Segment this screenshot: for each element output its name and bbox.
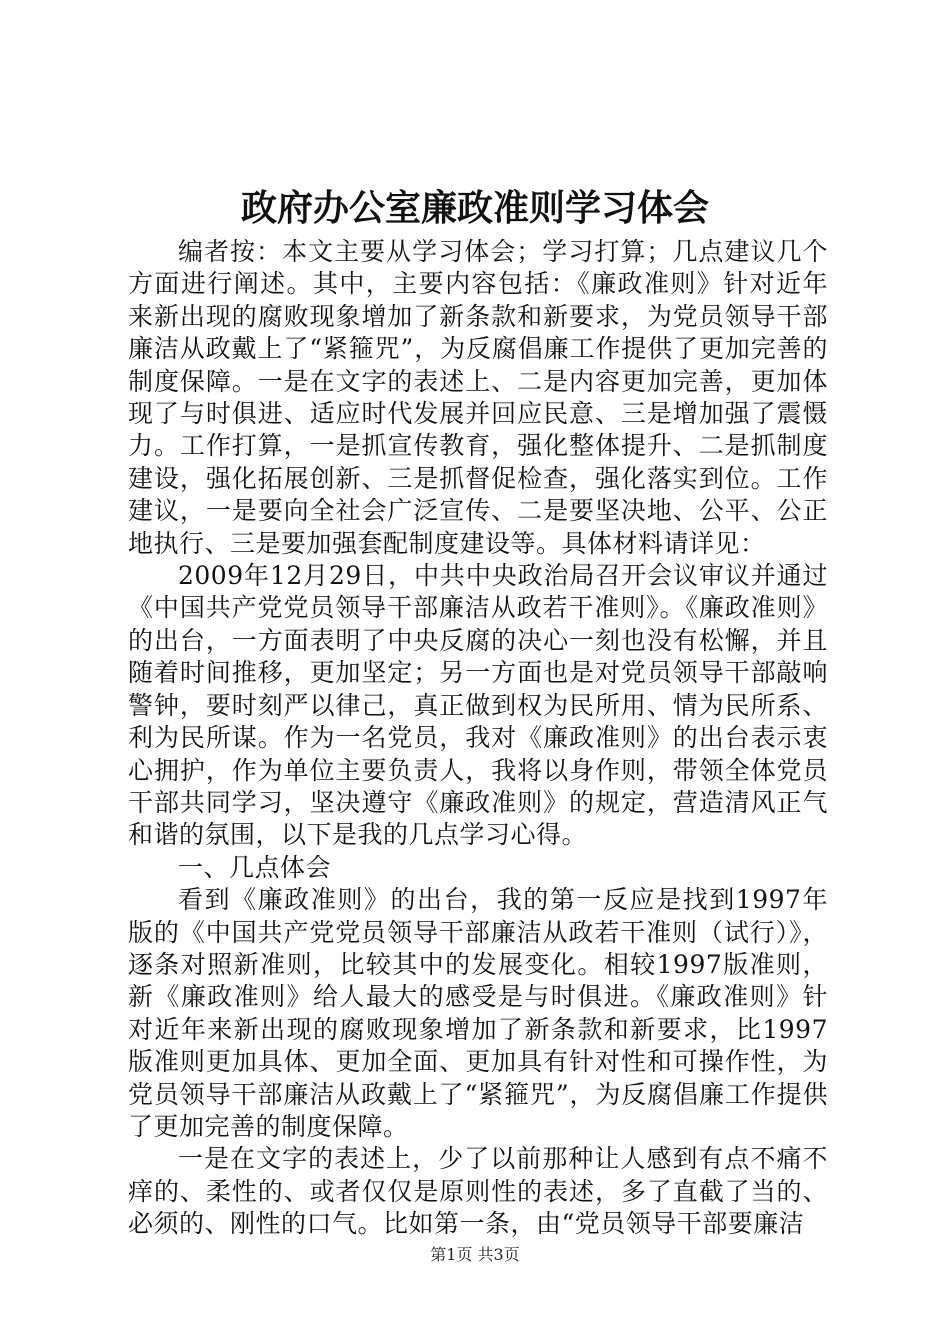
body-paragraph: 一是在文字的表述上，少了以前那种让人感到有点不痛不痒的、柔性的、或者仅仅是原则性的表述，多了直截了当的、必须的、刚性的口气。比如第一条，由“党员领导干部要廉洁	[128, 1144, 828, 1239]
document-title: 政府办公室廉政准则学习体会	[240, 187, 709, 229]
document-body	[128, 236, 828, 1241]
intro-paragraph: 2009年12月29日，中共中央政治局召开会议审议并通过《中国共产党党员领导干部廉洁从政若干准则》。《廉政准则》的出台，一方面表明了中央反腐的决心一刻也没有松懈，并且随着时间推移，更加坚定；另一方面也是对党员领导干部敲响警钟，要时刻严以律己，真正做到权为民所用、情为民所系、利为民所谋。作为一名党员，我对《廉政准则》的出台表示衷心拥护，作为单位主要负责人，我将以身作则，带领全体党员干部共同学习，坚决遵守《廉政准则》的规定，营造清风正气和谐的氛围，以下是我的几点学习心得。	[128, 561, 828, 850]
section-heading: 一、几点体会	[178, 852, 332, 882]
body-paragraph: 看到《廉政准则》的出台，我的第一反应是找到1997年版的《中国共产党党员领导干部廉洁从政若干准则（试行）》，逐条对照新准则，比较其中的发展变化。相较1997版准则，新《廉政准则》给人最大的感受是与时俱进。《廉政准则》针对近年来新出现的腐败现象增加了新条款和新要求，比1997版准则更加具体、更加全面、更加具有针对性和可操作性，为党员领导干部廉洁从政戴上了“紧箍咒”，为反腐倡廉工作提供了更加完善的制度保障。	[128, 885, 828, 1141]
page-number-footer: 第1页 共3页	[430, 1245, 520, 1264]
editor-note-paragraph: 编者按：本文主要从学习体会；学习打算；几点建议几个方面进行阐述。其中，主要内容包括：《廉政准则》针对近年来新出现的腐败现象增加了新条款和新要求，为党员领导干部廉洁从政戴上了“紧箍咒”，为反腐倡廉工作提供了更加完善的制度保障。一是在文字的表述上、二是内容更加完善，更加体现了与时俱进、适应时代发展并回应民意、三是增加强了震慑力。工作打算，一是抓宣传教育，强化整体提升、二是抓制度建设，强化拓展创新、三是抓督促检查，强化落实到位。工作建议，一是要向全社会广泛宣传、二是要坚决地、公平、公正地执行、三是要加强套配制度建设等。具体材料请详见：	[128, 237, 828, 558]
